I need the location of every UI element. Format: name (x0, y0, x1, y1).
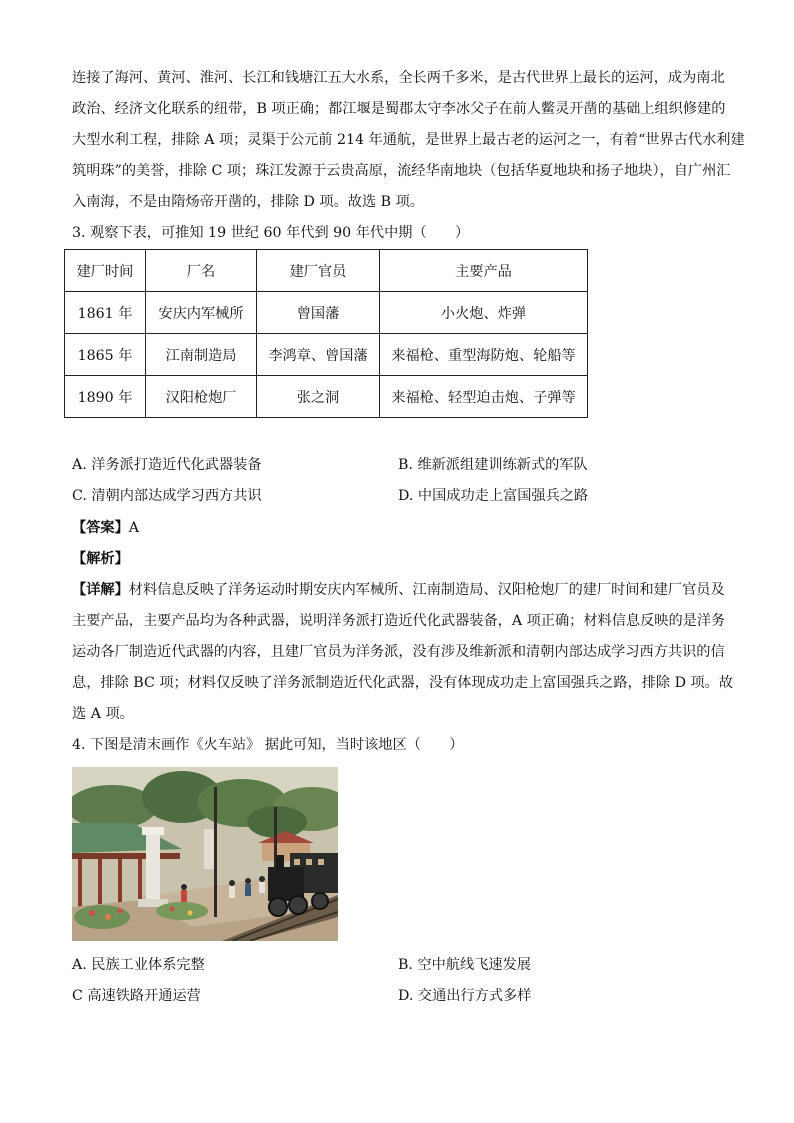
question-3-stem: 3. 观察下表，可推知 19 世纪 60 年代到 90 年代中期（ ） (72, 225, 470, 241)
table-cell: 1890 年 (65, 376, 146, 418)
q4-option-a[interactable]: A. 民族工业体系完整 (72, 957, 205, 973)
q3-analysis-tag (72, 549, 129, 569)
q3-answer (72, 518, 139, 538)
table-cell: 安庆内军械所 (146, 292, 257, 334)
q3-detail-line: 息，排除 BC 项；材料仅反映了洋务派制造近代化武器，没有体现成功走上富国强兵之路，排除 D 项。故 (72, 675, 734, 691)
q4-option-c[interactable]: C 高速铁路开通运营 (72, 988, 201, 1004)
table-row (65, 376, 588, 418)
table-cell: 汉阳枪炮厂 (146, 376, 257, 418)
table-cell: 曾国藩 (257, 292, 380, 334)
table-cell: 来福枪、轻型迫击炮、子弹等 (380, 376, 588, 418)
painting-illustration (72, 767, 338, 941)
table-header-cell: 厂名 (146, 250, 257, 292)
q3-detail-line: 主要产品，主要产品均为各种武器，说明洋务派打造近代化武器装备，A 项正确；材料信息反映的是洋务 (72, 613, 726, 629)
question-4-stem: 4. 下图是清末画作《火车站》 据此可知，当时该地区（ ） (72, 737, 464, 753)
q3-option-b[interactable]: B. 维新派组建训练新式的军队 (398, 457, 588, 473)
table-header-row (65, 250, 588, 292)
table-header-cell: 主要产品 (380, 250, 588, 292)
detail-tag: 【详解】 (72, 582, 129, 598)
paragraph-line: 连接了海河、黄河、淮河、长江和钱塘江五大水系，全长两千多米，是古代世界上最长的运河，成为南北 (72, 70, 725, 86)
table-cell: 张之洞 (257, 376, 380, 418)
paragraph-line: 政治、经济文化联系的纽带，B 项正确；都江堰是蜀郡太守李冰父子在前人鳖灵开凿的基础上组织修建的 (72, 101, 726, 117)
table-cell: 1865 年 (65, 334, 146, 376)
table-cell: 李鸿章、曾国藩 (257, 334, 380, 376)
q3-detail-line: 选 A 项。 (72, 706, 134, 722)
analysis-tag: 【解析】 (72, 551, 129, 567)
table-header-cell: 建厂时间 (65, 250, 146, 292)
table-row (65, 292, 588, 334)
table-cell: 江南制造局 (146, 334, 257, 376)
q3-option-c[interactable]: C. 清朝内部达成学习西方共识 (72, 488, 262, 504)
q3-option-a[interactable]: A. 洋务派打造近代化武器装备 (72, 457, 262, 473)
table-cell: 来福枪、重型海防炮、轮船等 (380, 334, 588, 376)
train-station-painting (72, 767, 338, 941)
table-row (65, 334, 588, 376)
answer-value: A (128, 520, 140, 536)
paragraph-line: 入南海，不是由隋炀帝开凿的，排除 D 项。故选 B 项。 (72, 194, 424, 210)
detail-text: 材料信息反映了洋务运动时期安庆内军械所、江南制造局、汉阳枪炮厂的建厂时间和建厂官员及 (128, 582, 725, 598)
q3-detail-line: 运动各厂制造近代武器的内容，且建厂官员为洋务派，没有涉及维新派和清朝内部达成学习西方共识的信 (72, 644, 725, 660)
table-cell: 小火炮、炸弹 (380, 292, 588, 334)
q4-option-d[interactable]: D. 交通出行方式多样 (398, 988, 532, 1004)
factory-table (64, 249, 588, 418)
paragraph-line: 筑明珠”的美誉，排除 C 项；珠江发源于云贵高原，流经华南地块（包括华夏地块和扬子地块），自广州汇 (72, 163, 731, 179)
q3-option-d[interactable]: D. 中国成功走上富国强兵之路 (398, 488, 589, 504)
paragraph-line: 大型水利工程，排除 A 项；灵渠于公元前 214 年通航，是世界上最古老的运河之一，有着“世界古代水利建 (72, 132, 745, 148)
table-cell: 1861 年 (65, 292, 146, 334)
answer-tag: 【答案】 (72, 520, 129, 536)
table-header-cell: 建厂官员 (257, 250, 380, 292)
q3-detail-line (72, 580, 725, 600)
q4-option-b[interactable]: B. 空中航线飞速发展 (398, 957, 531, 973)
